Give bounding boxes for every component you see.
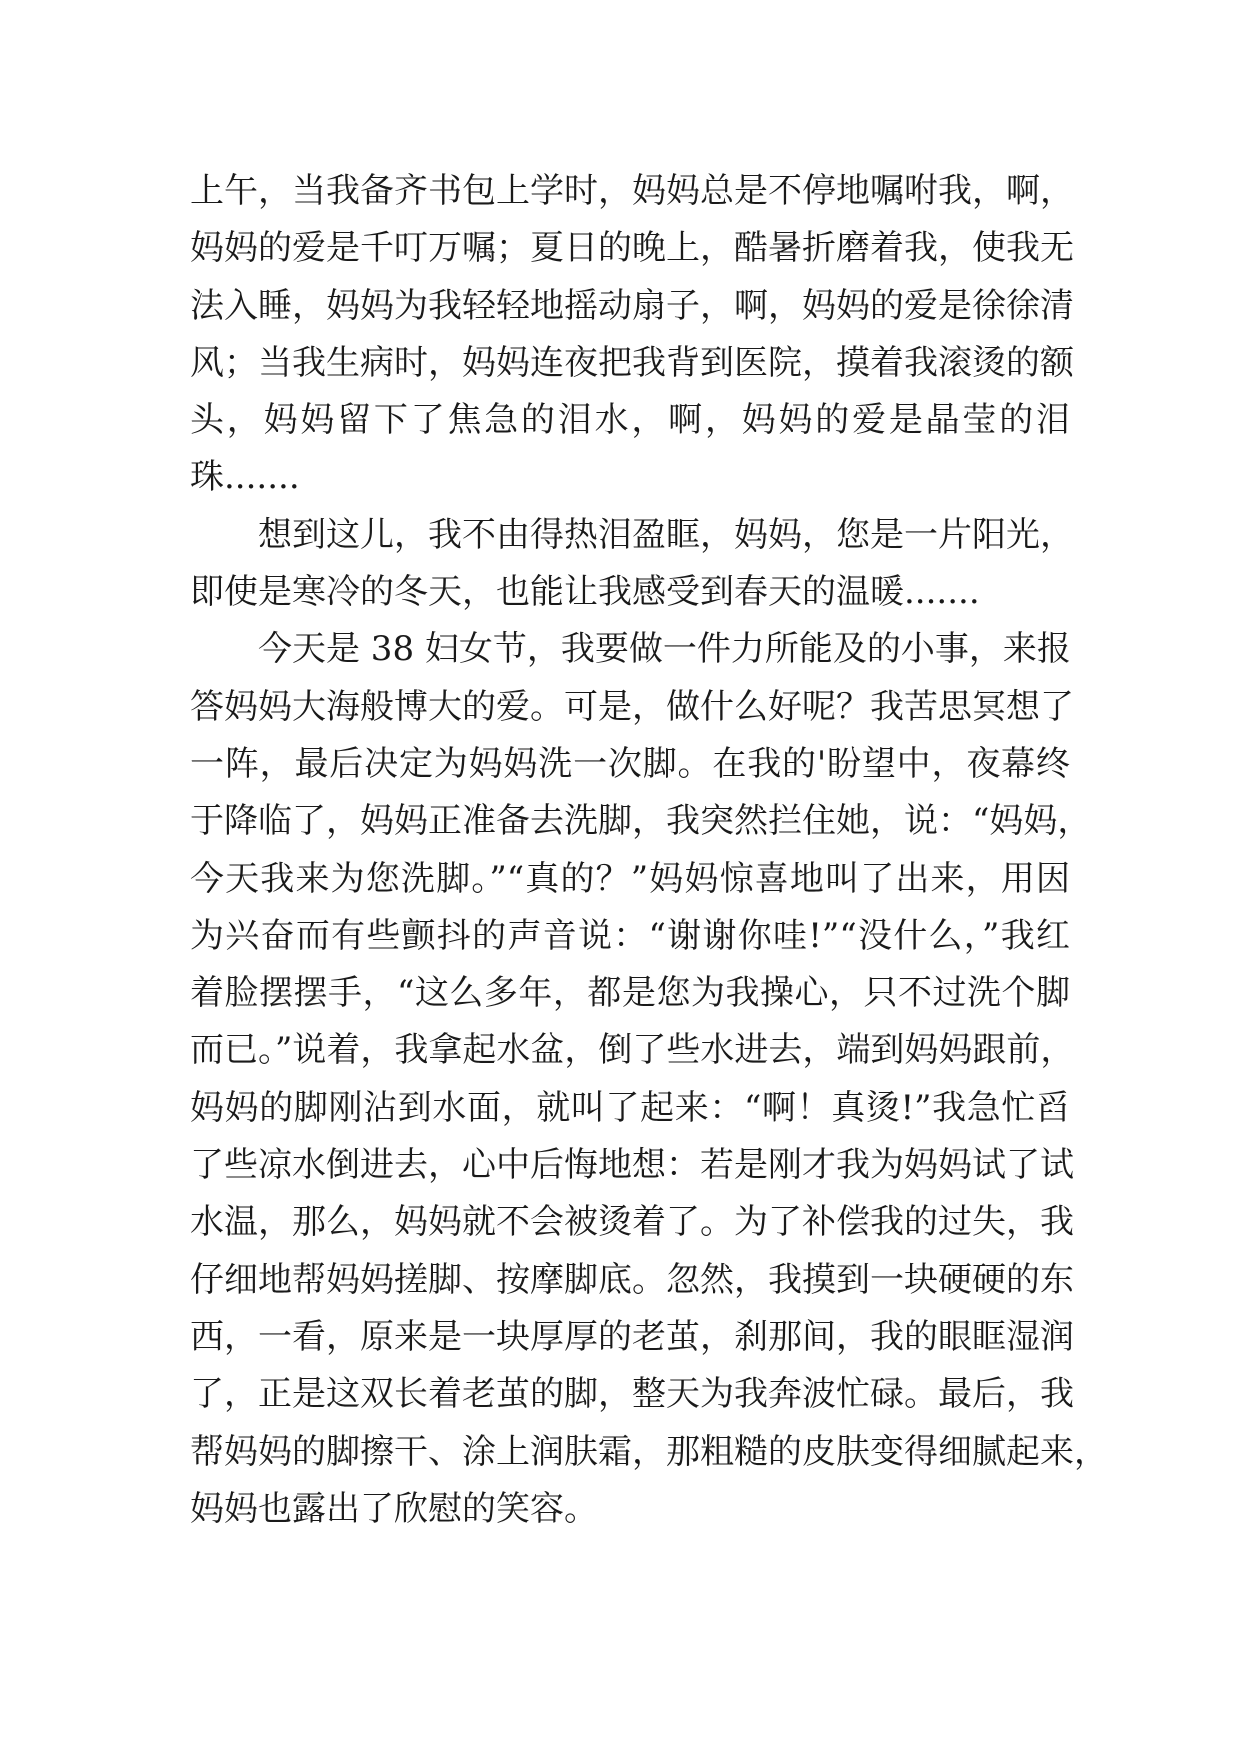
text-line: 妈妈的爱是千叮万嘱；夏日的晚上，酷暑折磨着我，使我无: [190, 228, 1074, 269]
text-line: 法入睡，妈妈为我轻轻地摇动扇子，啊，妈妈的爱是徐徐清: [190, 285, 1074, 326]
text-line: 仔细地帮妈妈搓脚、按摩脚底。忽然，我摸到一块硬硬的东: [190, 1259, 1074, 1300]
text-line: 上午，当我备齐书包上学时，妈妈总是不停地嘱咐我，啊，: [190, 171, 1074, 211]
text-line: 了，正是这双长着老茧的脚，整天为我奔波忙碌。最后，我: [190, 1374, 1074, 1415]
text-line: 头，妈妈留下了焦急的泪水，啊，妈妈的爱是晶莹的泪: [190, 400, 1070, 441]
text-line: 妈妈也露出了欣慰的笑容。: [190, 1488, 598, 1529]
text-line: 妈妈的脚刚沾到水面，就叫了起来：“啊！真烫!”我急忙舀: [190, 1087, 1070, 1128]
body-text: [190, 163, 1108, 1538]
text-line: 今天我来为您洗脚。”“真的？”妈妈惊喜地叫了出来，用因: [190, 858, 1070, 899]
text-line: 了些凉水倒进去，心中后悔地想：若是刚才我为妈妈试了试: [190, 1145, 1074, 1186]
paragraph-first-line: 今天是 38 妇女节，我要做一件力所能及的小事，来报: [258, 629, 1071, 670]
text-line: 而已。”说着，我拿起水盆，倒了些水进去，端到妈妈跟前，: [190, 1030, 1075, 1071]
paragraph-first-line: 想到这儿，我不由得热泪盈眶，妈妈，您是一片阳光，: [258, 514, 1074, 555]
text-line: 着脸摆摆手，“这么多年，都是您为我操心，只不过洗个脚: [190, 973, 1070, 1014]
text-line: 一阵，最后决定为妈妈洗一次脚。在我的'盼望中，夜幕终: [190, 743, 1070, 784]
text-line: 帮妈妈的脚擦干、涂上润肤霜，那粗糙的皮肤变得细腻起来，: [190, 1431, 1108, 1472]
text-line: 为兴奋而有些颤抖的声音说：“谢谢你哇!”“没什么，”我红: [190, 915, 1070, 956]
text-line: 水温，那么，妈妈就不会被烫着了。为了补偿我的过失，我: [190, 1202, 1074, 1243]
text-line: 风；当我生病时，妈妈连夜把我背到医院，摸着我滚烫的额: [190, 342, 1074, 383]
text-line: 答妈妈大海般博大的爱。可是，做什么好呢？我苦思冥想了: [190, 686, 1074, 727]
text-line: 于降临了，妈妈正准备去洗脚，我突然拦住她，说：“妈妈，: [190, 801, 1092, 842]
text-line: 西，一看，原来是一块厚厚的老茧，刹那间，我的眼眶湿润: [190, 1316, 1074, 1357]
text-line: 即使是寒冷的冬天，也能让我感受到春天的温暖.......: [190, 572, 980, 613]
text-line: 珠.......: [190, 457, 300, 498]
